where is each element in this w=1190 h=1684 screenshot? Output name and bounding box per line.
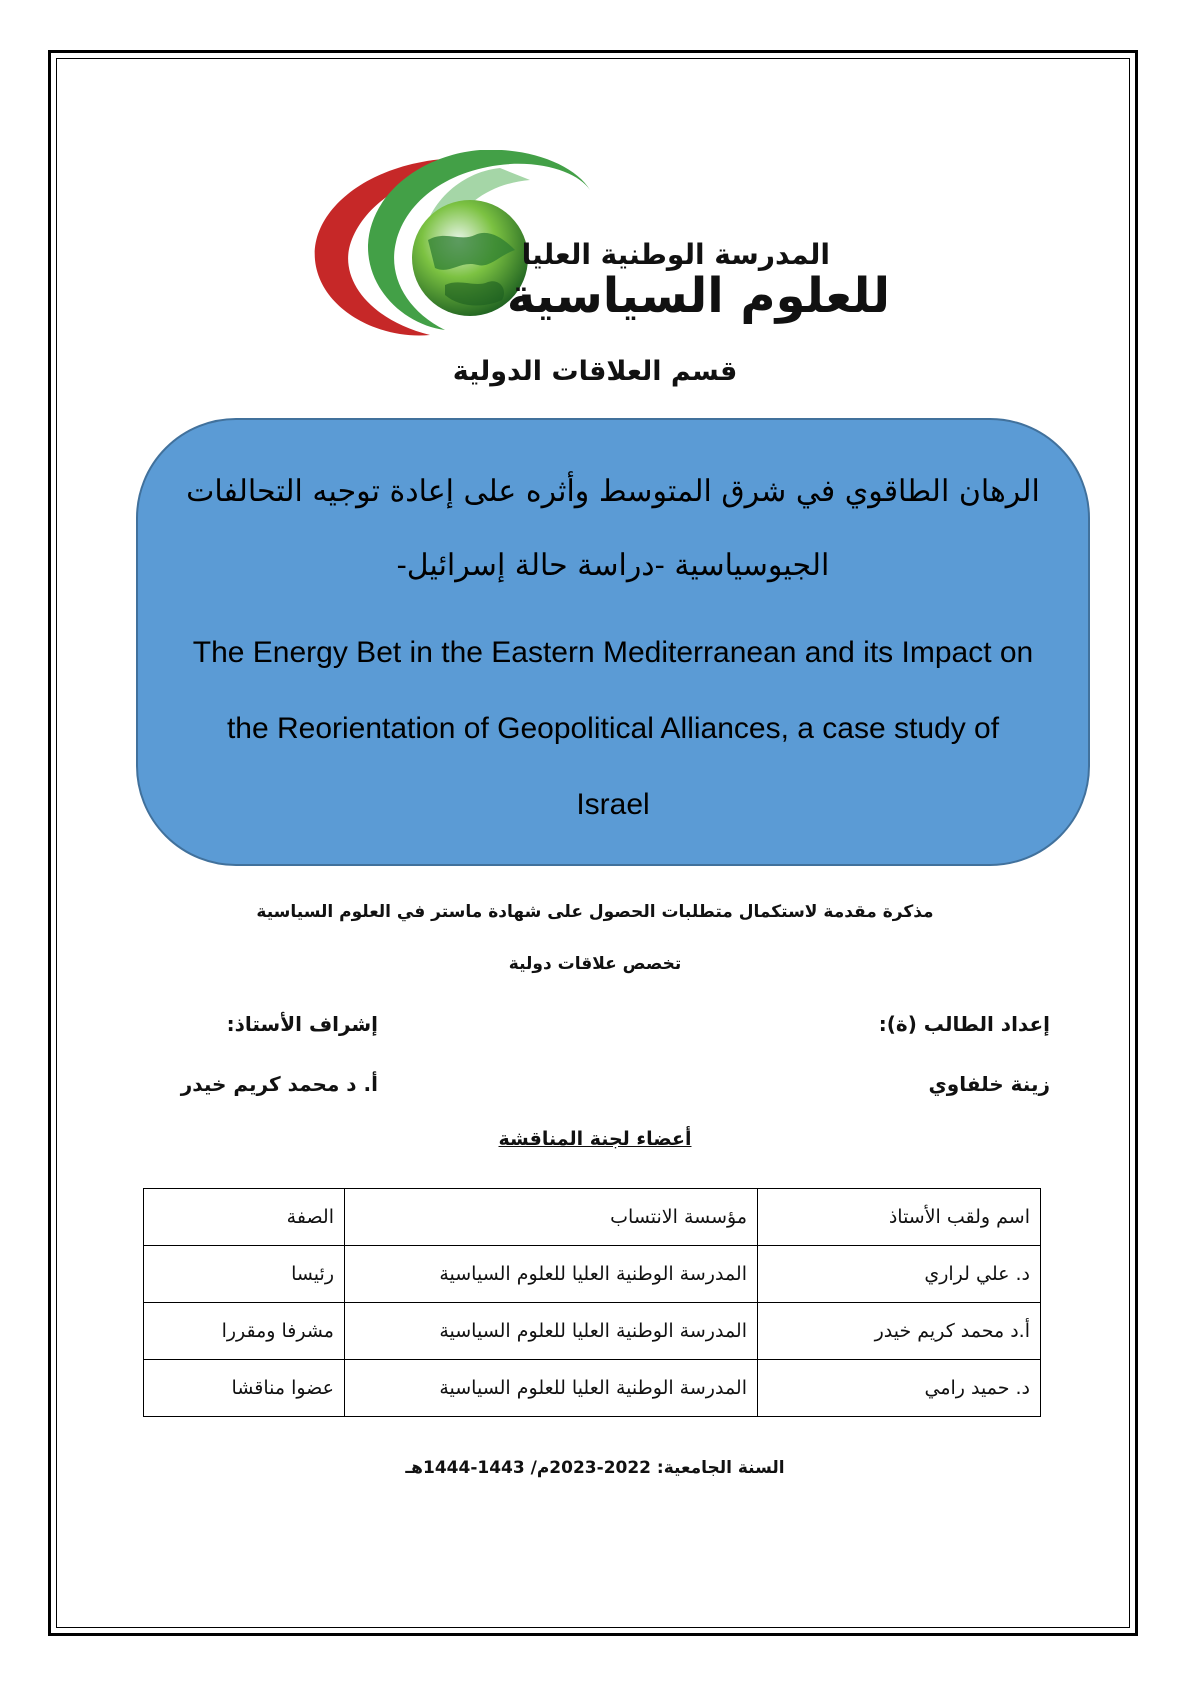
member-name: د. علي لراري bbox=[758, 1246, 1041, 1303]
header-name: اسم ولقب الأستاذ bbox=[758, 1189, 1041, 1246]
member-role: رئيسا bbox=[144, 1246, 345, 1303]
supervisor-name: أ. د محمد كريم خيدر bbox=[180, 1072, 378, 1096]
student-name: زينة خلفاوي bbox=[928, 1072, 1050, 1096]
header-institution: مؤسسة الانتساب bbox=[345, 1189, 758, 1246]
supervisor-label: إشراف الأستاذ: bbox=[226, 1012, 378, 1036]
member-role: عضوا مناقشا bbox=[144, 1360, 345, 1417]
member-institution: المدرسة الوطنية العليا للعلوم السياسية bbox=[345, 1360, 758, 1417]
committee-title: أعضاء لجنة المناقشة bbox=[498, 1128, 692, 1150]
thesis-note: مذكرة مقدمة لاستكمال متطلبات الحصول على شهادة ماستر في العلوم السياسية bbox=[256, 902, 934, 922]
member-institution: المدرسة الوطنية العليا للعلوم السياسية bbox=[345, 1246, 758, 1303]
logo-school-line1: المدرسة الوطنية العليا bbox=[521, 238, 830, 271]
header-role: الصفة bbox=[144, 1189, 345, 1246]
member-name: أ.د محمد كريم خيدر bbox=[758, 1303, 1041, 1360]
title-arabic-line1: الرهان الطاقوي في شرق المتوسط وأثره على إعادة توجيه التحالفات bbox=[186, 474, 1040, 509]
table-header-row bbox=[144, 1189, 1041, 1246]
table-row bbox=[144, 1246, 1041, 1303]
department-heading: قسم العلاقات الدولية bbox=[452, 356, 738, 387]
academic-year: السنة الجامعية: 2022-2023م/ 1443-1444هـ bbox=[405, 1458, 785, 1478]
member-role: مشرفا ومقررا bbox=[144, 1303, 345, 1360]
table-row bbox=[144, 1303, 1041, 1360]
member-institution: المدرسة الوطنية العليا للعلوم السياسية bbox=[345, 1303, 758, 1360]
title-english-line1: The Energy Bet in the Eastern Mediterranean and its Impact on bbox=[192, 636, 1034, 669]
member-name: د. حميد رامي bbox=[758, 1360, 1041, 1417]
table-row bbox=[144, 1360, 1041, 1417]
logo-school-line2: للعلوم السياسية bbox=[506, 268, 890, 324]
specialty: تخصص علاقات دولية bbox=[508, 954, 682, 974]
title-english-line3: Israel bbox=[576, 788, 650, 821]
committee-table bbox=[143, 1188, 1041, 1417]
title-english-line2: the Reorientation of Geopolitical Alliances, a case study of bbox=[226, 712, 1000, 745]
student-label: إعداد الطالب (ة): bbox=[878, 1012, 1050, 1036]
title-arabic-line2: الجيوسياسية -دراسة حالة إسرائيل- bbox=[396, 548, 830, 583]
